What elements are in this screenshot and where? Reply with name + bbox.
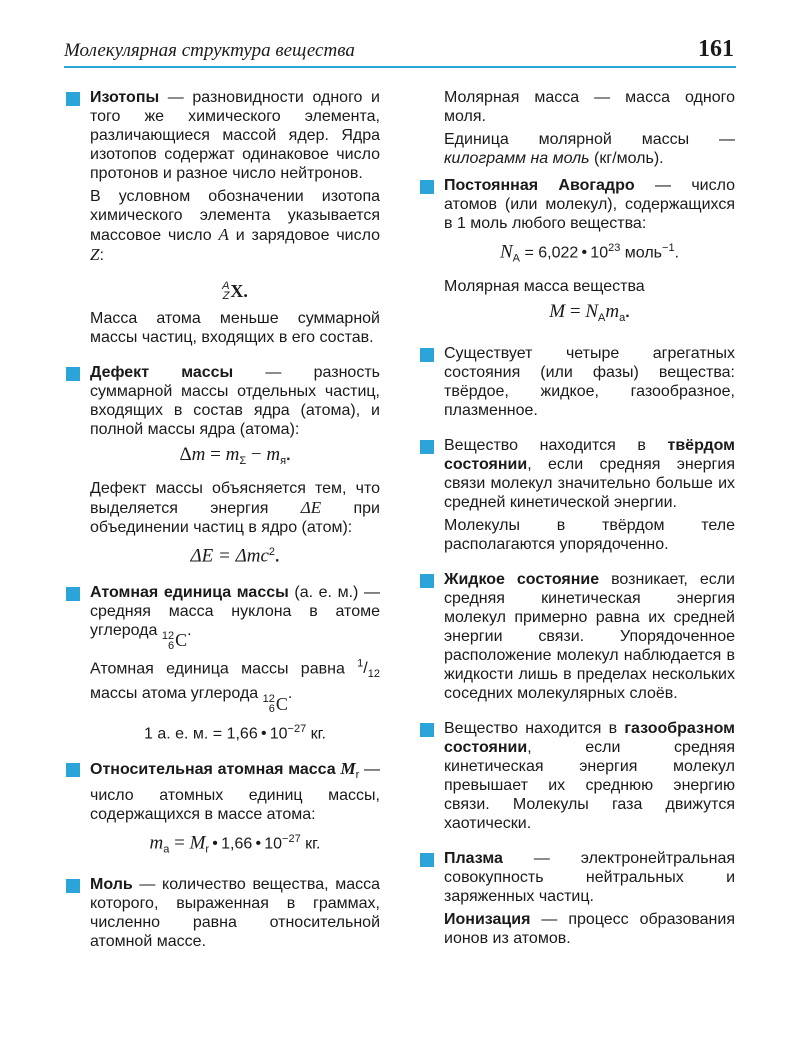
energy-formula: ΔE = Δmc$^2$. [190, 545, 280, 567]
term-ionization: Ионизация [444, 910, 531, 928]
section-mass-defect [66, 363, 380, 567]
section-liquid [420, 570, 735, 703]
section-solid [420, 436, 735, 554]
mole-definition: Моль — количество вещества, масса которого, выраженная в граммах, численно равна относительной атомной массе. [90, 876, 380, 951]
amu-fraction-text: Атомная единица массы равна $^1/_{12}$ массы атома углерода 12 6 C . [90, 657, 380, 716]
section-bullet [66, 879, 80, 893]
section-states [420, 344, 735, 420]
states-text: Существует четыре агрегатных состояния (или фазы) вещества: твёрдое, жидкое, газообразное, плазменное. [444, 344, 735, 419]
mass-defect-formula: $\Delta m = m_\Sigma - m_я$. [179, 444, 291, 468]
section-bullet [420, 180, 434, 194]
header-rule [64, 66, 736, 68]
amu-definition: Атомная единица массы (а. е. м.) — средняя масса нуклона в атоме углерода 12 6 C . [90, 583, 380, 652]
isotope-notation-formula: A Z X. [222, 280, 248, 302]
isotopes-definition: Изотопы — разновидности одного и того же химического элемента, различающиеся массой ядер. Ядра изотопов содержат одинаковое число протонов и разное число нейтронов. [90, 89, 380, 182]
term-solid: твёрдом состоянии [444, 436, 735, 473]
solid-definition: Вещество находится в твёрдом состоянии, если средняя энергия связи молекул значительно больше их средней кинетической энергии. [444, 436, 735, 511]
section-atomic-mass-unit [66, 583, 380, 744]
term-avogadro: Постоянная Авогадро [444, 177, 635, 194]
solid-note: Молекулы в твёрдом теле располагаются упорядоченно. [444, 516, 735, 553]
amu-value-formula: 1 а. е. м. = 1,66 • $10^{-27}$ кг. [90, 720, 380, 743]
relative-mass-definition: Относительная атомная масса $M_r$ — число атомных единиц массы, содержащихся в массе атома: [90, 759, 381, 823]
section-bullet [66, 92, 80, 106]
running-header: Молекулярная структура вещества [64, 40, 355, 61]
isotopes-notation-text: В условном обозначении изотопа химического элемента указывается массовое число A и зарядовое число Z: [90, 188, 381, 264]
term-mass-defect: Дефект массы [90, 364, 234, 381]
section-relative-atomic-mass [66, 759, 380, 859]
avogadro-definition: Постоянная Авогадро — число атомов (или молекул), содержащихся в 1 моль любого вещества: [444, 177, 736, 232]
gas-definition: Вещество находится в газообразном состоянии, если средняя кинетическая энергия молекул превышает их среднюю энергию связи. Молекулы газа движутся хаотически. [444, 719, 735, 832]
term-liquid: Жидкое состояние [444, 570, 600, 588]
page-number: 161 [698, 36, 734, 62]
section-bullet [66, 763, 80, 777]
term-amu: Атомная единица массы [90, 583, 289, 601]
section-bullet [66, 367, 80, 381]
mass-defect-energy-text: Дефект массы объясняется тем, что выделяется энергия ΔE при объединении частиц в ядро (атом): [90, 480, 380, 537]
right-column [420, 88, 735, 964]
term-plasma: Плазма [444, 849, 503, 867]
section-bullet [420, 348, 434, 362]
section-avogadro [420, 176, 735, 328]
section-bullet [420, 574, 434, 588]
left-column [66, 88, 380, 967]
section-gas [420, 719, 735, 833]
avogadro-formula: $N_A = 6,022$ • $10^{23}$ моль$^{-1}$. [444, 239, 735, 269]
term-gas: газообразном состоянии [444, 719, 735, 756]
section-bullet [420, 723, 434, 737]
term-isotopes: Изотопы [90, 89, 160, 106]
section-bullet [420, 853, 434, 867]
section-bullet [420, 440, 434, 454]
molar-mass-substance-label: Молярная масса вещества [444, 277, 645, 295]
section-mole [66, 875, 380, 951]
term-mole: Моль [90, 876, 133, 894]
molar-mass-definition: Молярная масса — масса одного моля. [444, 89, 735, 125]
plasma-definition: Плазма — электронейтральная совокупность нейтральных и заряженных частиц. [444, 849, 735, 905]
section-bullet [66, 587, 80, 601]
liquid-definition: Жидкое состояние возникает, если средняя кинетическая энергия молекул примерно равна их средней энергии связи. Упорядоченное расположение молекул наблюдается в жидкости лишь в пределах нескольких соседних молекулярных слоёв. [444, 570, 735, 702]
section-molar-mass [420, 88, 735, 168]
ionization-definition: Ионизация — процесс образования ионов из атомов. [444, 910, 735, 947]
isotopes-mass-note: Масса атома меньше суммарной массы частиц, входящих в его состав. [90, 310, 380, 346]
relative-mass-formula: $m_a = M_r$ • 1,66 • $10^{-27}$ кг. [90, 830, 380, 860]
mass-defect-definition: Дефект массы — разность суммарной массы отдельных частиц, входящих в состав ядра (атома), и полной массы ядра (атома): [90, 364, 380, 438]
molar-mass-formula: $M = N_Am_a$. [549, 300, 630, 324]
term-relative-mass: Относительная атомная масса [90, 761, 336, 779]
section-isotopes [66, 88, 380, 347]
molar-mass-unit: Единица молярной массы — килограмм на моль (кг/моль). [444, 131, 735, 167]
section-plasma [420, 849, 735, 948]
